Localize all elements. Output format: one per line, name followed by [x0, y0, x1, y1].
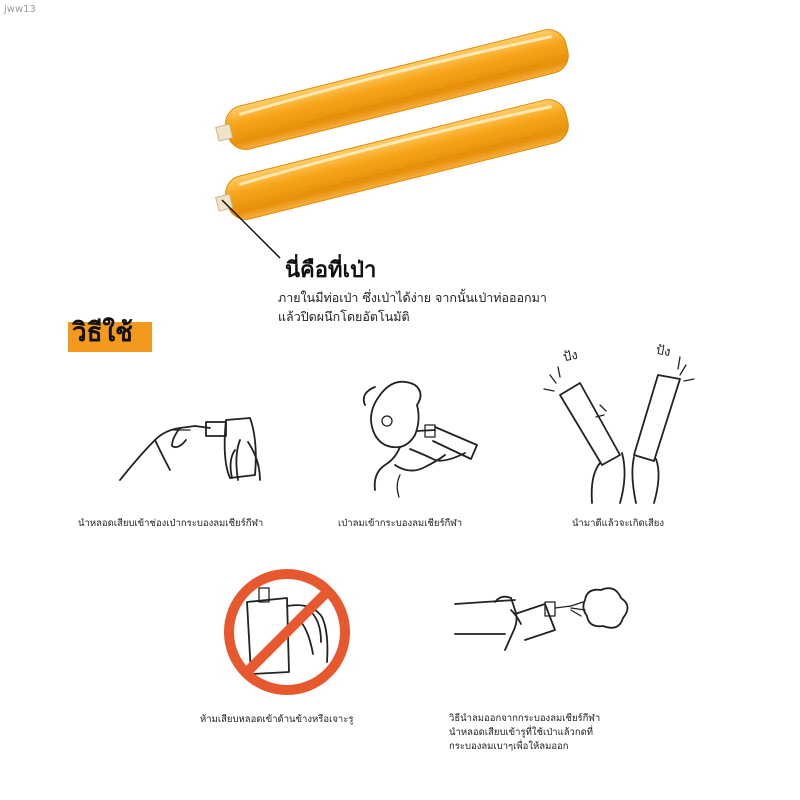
callout-title: นี่คือที่เป่า [285, 258, 377, 283]
howto-title: วิธีใช้ [72, 318, 133, 348]
callout-line-2: แล้วปิดผนึกโดยอัตโนมัติ [278, 309, 410, 324]
step4-caption: ห้ามเสียบหลอดเข้าด้านข้างหรือเจาะรู [200, 714, 354, 725]
step2-caption: เป่าลมเข้ากระบองลมเชียร์กีฬา [338, 518, 463, 529]
step5-illustration [455, 580, 635, 670]
step5-caption-line-2: นำหลอดเสียบเข้ารูที่ใช้เป่าแล้วกดที่ [449, 727, 594, 738]
step5-caption-line-3: กระบองลมเบาๆเพื่อให้ลมออก [449, 741, 569, 752]
callout-description [278, 288, 547, 326]
step3-illustration [530, 335, 700, 505]
step3-caption: นำมาตีแล้วจะเกิดเสียง [572, 518, 664, 529]
watermark: jww13 [4, 4, 36, 15]
callout-line-1: ภายในมีท่อเป่า ซึ่งเป่าได้ง่าย จากนั้นเป่าท่อออกมา [278, 290, 547, 305]
sound-label-right: ปัง [654, 342, 672, 361]
sound-label-left: ปัง [561, 347, 579, 366]
step2-illustration [355, 375, 485, 505]
step4-illustration [217, 562, 357, 702]
step5-caption-line-1: วิธีนำลมออกจากกระบองลมเชียร์กีฬา [449, 713, 601, 724]
step1-caption: นำหลอดเสียบเข้าช่องเป่ากระบองลมเชียร์กีฬา [78, 518, 264, 529]
cheer-sticks-image [0, 0, 800, 260]
step1-illustration [110, 400, 270, 500]
step5-caption [449, 712, 600, 754]
